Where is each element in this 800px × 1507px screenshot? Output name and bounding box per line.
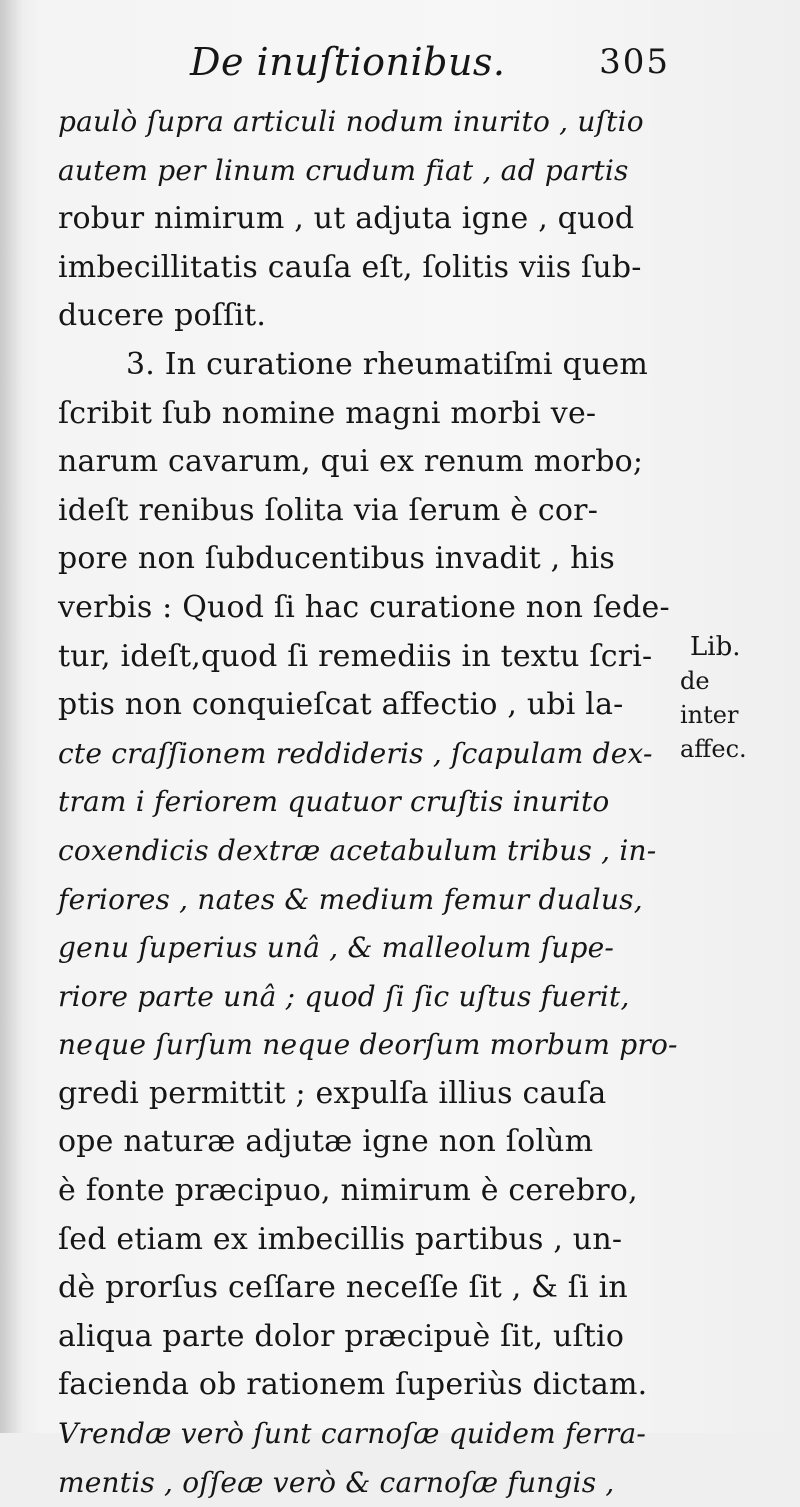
text-line: Vrendæ verò ſunt carnoſæ quidem ferra- [58, 1417, 647, 1451]
text-line: 3. In curatione rheumatiſmi quem [126, 346, 649, 382]
text-line: pore non ſubducentibus invadit , his [58, 541, 615, 577]
page-gutter-shadow [0, 0, 22, 1433]
text-line: ſcribit ſub nomine magni morbi ve- [58, 395, 597, 431]
marginal-note-line: inter [680, 701, 739, 729]
text-line: gredi permittit ; expulſa illius cauſa [58, 1075, 607, 1111]
text-line: dè prorſus ceſſare neceſſe ſit , & ſi in [58, 1270, 628, 1306]
text-line: autem per linum crudum fiat , ad partis [58, 153, 629, 187]
text-line: ideſt renibus ſolita via ſerum è cor- [58, 492, 599, 528]
text-line: ptis non conquieſcat affectio , ubi la- [58, 687, 624, 723]
text-line: cte craſſionem reddideris , ſcapulam dex- [58, 736, 653, 770]
text-line: ope naturæ adjutæ igne non ſolùm [58, 1124, 594, 1160]
page-number: 305 [599, 42, 670, 82]
text-line: ſed etiam ex imbecillis partibus , un- [58, 1221, 623, 1257]
marginal-note-line: affec. [680, 735, 747, 763]
text-line: genu ſuperius unâ , & malleolum ſupe- [58, 931, 615, 965]
text-line: tram i feriorem quatuor cruſtis inurito [58, 785, 610, 819]
marginal-note [680, 630, 770, 766]
marginal-note-line: Lib. [690, 632, 741, 662]
text-line: neque ſurſum neque deorſum morbum pro- [58, 1028, 678, 1062]
text-line: paulò ſupra articuli nodum inurito , uſtio [58, 105, 644, 138]
body-text [58, 98, 676, 1507]
text-line: robur nimirum , ut adjuta igne , quod [58, 201, 635, 237]
text-line: è fonte præcipuo, nimirum è cerebro, [58, 1173, 638, 1209]
text-line: coxendicis dextræ acetabulum tribus , in- [58, 833, 657, 867]
text-line: aliqua parte dolor præcipuè ſit, uſtio [58, 1318, 625, 1354]
text-line: narum cavarum, qui ex renum morbo; [58, 444, 644, 480]
text-line: mentis , oſſeæ verò & carnoſæ fungis , [58, 1465, 615, 1499]
text-line: verbis : Quod ſi hac curatione non ſede- [58, 589, 670, 625]
text-line: riore parte unâ ; quod ſi ſic uſtus fuerit, [58, 979, 630, 1013]
running-title: De inuſtionibus. [190, 40, 506, 84]
text-line: imbecillitatis cauſa eſt, ſolitis viis ſub- [58, 249, 642, 285]
text-line: feriores , nates & medium femur dualus, [58, 882, 643, 916]
text-line: ducere poſſit. [58, 298, 267, 334]
text-line: facienda ob rationem ſuperiùs dictam. [58, 1367, 648, 1403]
text-line: tur, ideſt,quod ſi remediis in textu ſcri- [58, 638, 653, 674]
marginal-note-line: de [680, 667, 710, 695]
page-header [60, 38, 670, 98]
